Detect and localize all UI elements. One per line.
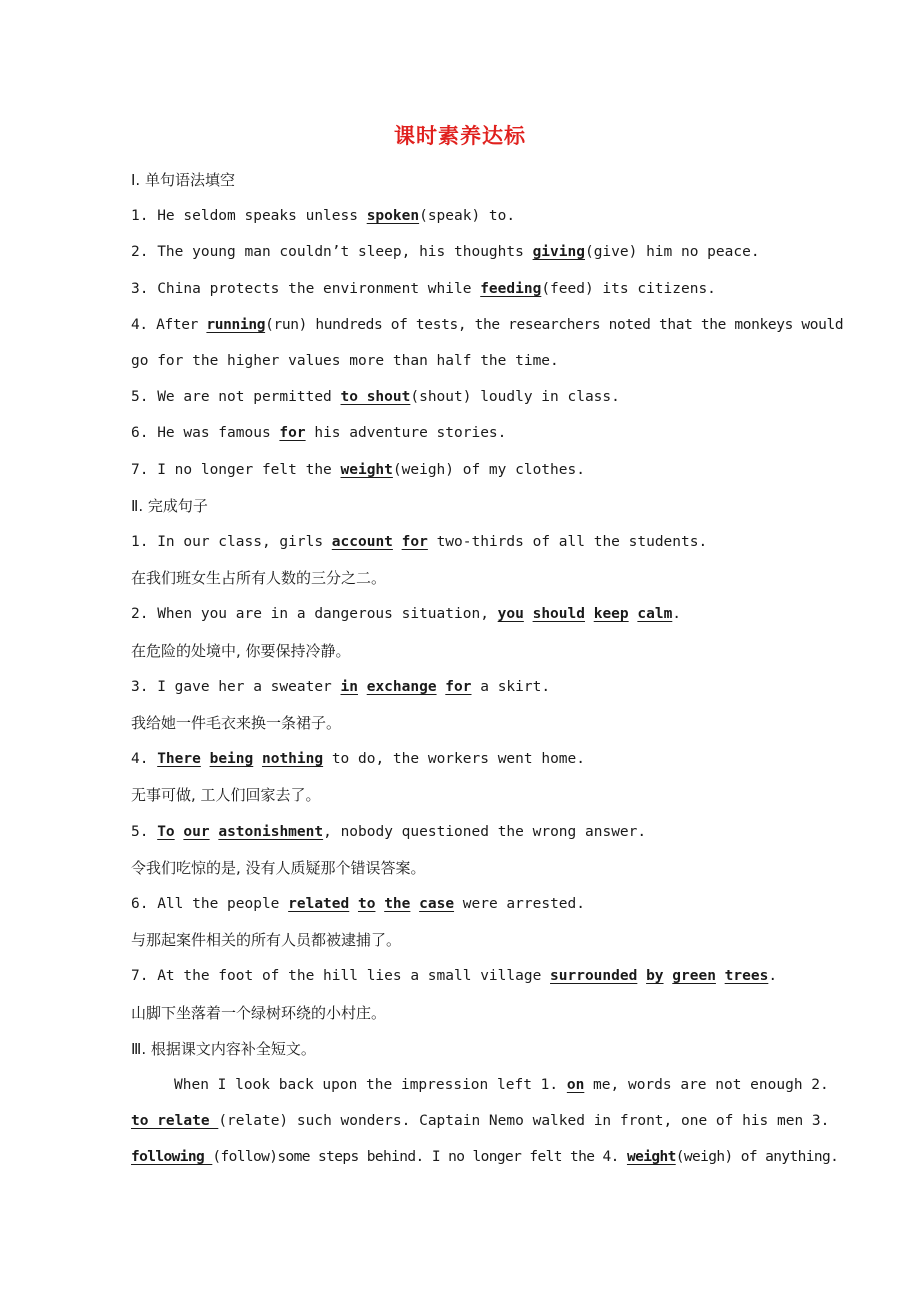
item-text: 7. I no longer felt the (131, 461, 341, 478)
sentence-answer: keep (593, 606, 629, 623)
sentence-text: 7. At the foot of the hill lies a small village (131, 968, 551, 985)
section-2-heading: Ⅱ. 完成句子 (131, 496, 208, 515)
sentence-text (358, 679, 367, 695)
sentence-text (585, 606, 594, 622)
sentence-answer: account (331, 534, 393, 550)
section-1-heading: Ⅰ. 单句语法填空 (131, 171, 235, 189)
item-answer: spoken (366, 208, 420, 225)
sentence-text (664, 968, 673, 984)
item-text: (feed) its citizens. (541, 280, 716, 297)
fill-blank-item (131, 240, 791, 264)
sentence-text: . (768, 968, 778, 985)
item-text: (weigh) of my clothes. (392, 461, 585, 478)
item-text: (speak) to. (419, 208, 516, 225)
sentence-answer: in (340, 678, 358, 695)
passage-text: me, words are not enough 2. (584, 1077, 829, 1093)
complete-sentence-item (131, 820, 791, 844)
sentence-text (349, 896, 358, 912)
sentence-answer: green (672, 968, 716, 985)
sentence-text (410, 896, 419, 912)
item-answer: to shout (340, 389, 411, 406)
sentence-text: . (672, 606, 682, 623)
sentence-text: 1. In our class, girls (131, 534, 332, 550)
sentence-text (524, 606, 533, 622)
sentence-text (437, 679, 446, 695)
item-answer: running (206, 316, 266, 333)
sentence-answer: by (646, 968, 664, 985)
chinese-translation: 与那起案件相关的所有人员都被逮捕了。 (131, 931, 402, 950)
passage-line (174, 1073, 829, 1097)
sentence-answer: surrounded (550, 968, 638, 985)
sentence-answer: related (288, 896, 350, 912)
sentence-text: 5. (131, 823, 158, 840)
chinese-translation: 我给她一件毛衣来换一条裙子。 (131, 714, 342, 732)
chinese-translation: 山脚下坐落着一个绿树环绕的小村庄。 (131, 1003, 387, 1022)
sentence-text (637, 968, 646, 984)
item-text: 6. He was famous (131, 425, 280, 442)
sentence-text: , nobody questioned the wrong answer. (323, 823, 647, 840)
sentence-answer: being (209, 751, 254, 768)
sentence-answer: to (357, 896, 376, 912)
sentence-answer: you (497, 606, 524, 623)
sentence-text: 4. (131, 751, 158, 768)
passage-answer: following (131, 1149, 213, 1166)
complete-sentence-item (131, 602, 791, 626)
item-text: his adventure stories. (305, 425, 507, 442)
sentence-answer: exchange (366, 678, 437, 695)
passage-line (131, 1109, 830, 1133)
complete-sentence-item (131, 892, 791, 916)
page-title: 课时素养达标 (394, 124, 526, 148)
complete-sentence-item (131, 530, 791, 554)
sentence-text (375, 896, 384, 912)
sentence-answer: our (183, 823, 210, 840)
fill-blank-item-continued: go for the higher values more than half the time. (131, 353, 559, 369)
item-answer: weight (340, 461, 393, 478)
passage-text: When I look back upon the impression left 1. (174, 1077, 567, 1093)
complete-sentence-item (131, 964, 791, 988)
sentence-text (253, 751, 262, 767)
passage-line (131, 1145, 839, 1169)
passage-answer: on (566, 1077, 585, 1093)
sentence-text: two-thirds of all the students. (427, 534, 708, 550)
item-text: (give) him no peace. (584, 244, 760, 261)
sentence-text: 6. All the people (131, 896, 289, 912)
fill-blank-item (131, 277, 791, 301)
sentence-answer: should (532, 606, 585, 623)
sentence-answer: There (157, 751, 201, 768)
chinese-translation: 令我们吃惊的是, 没有人质疑那个错误答案。 (131, 858, 426, 877)
passage-text: (relate) such wonders. Captain Nemo walked in front, one of his men 3. (218, 1113, 830, 1130)
sentence-answer: trees (724, 968, 769, 985)
sentence-text: to do, the workers went home. (323, 751, 585, 768)
chinese-translation: 在危险的处境中, 你要保持冷静。 (131, 641, 351, 660)
fill-blank-item (131, 421, 791, 445)
fill-blank-item (131, 204, 791, 228)
sentence-text: 2. When you are in a dangerous situation, (131, 606, 498, 623)
complete-sentence-item (131, 675, 791, 699)
section-3-heading: Ⅲ. 根据课文内容补全短文。 (131, 1039, 316, 1058)
item-text: 3. China protects the environment while (131, 280, 481, 297)
item-text: (shout) loudly in class. (410, 389, 620, 406)
passage-answer: to relate (131, 1113, 219, 1130)
complete-sentence-item (131, 747, 791, 771)
sentence-text: a skirt. (471, 678, 551, 695)
sentence-text: 3. I gave her a sweater (131, 678, 341, 695)
sentence-answer: the (384, 896, 411, 912)
chinese-translation: 在我们班女生占所有人数的三分之二。 (131, 569, 387, 588)
sentence-answer: nothing (261, 751, 324, 768)
item-answer: giving (532, 244, 585, 261)
passage-answer: weight (626, 1149, 676, 1166)
item-text: 2. The young man couldn’t sleep, his thoughts (131, 244, 533, 261)
passage-text: (weigh) of anything. (675, 1149, 839, 1166)
fill-blank-item (131, 458, 791, 482)
passage-text: (follow)some steps behind. I no longer felt the 4. (212, 1149, 627, 1166)
sentence-text (716, 968, 725, 984)
sentence-answer: case (419, 896, 455, 912)
item-answer: for (279, 425, 306, 442)
item-text: 5. We are not permitted (131, 389, 341, 406)
sentence-answer: astonishment (218, 823, 324, 840)
chinese-translation: 无事可做, 工人们回家去了。 (131, 786, 321, 805)
sentence-answer: calm (637, 606, 673, 623)
item-text: 4. After (131, 316, 207, 333)
sentence-answer: for (401, 534, 428, 550)
item-text: 1. He seldom speaks unless (131, 208, 367, 225)
sentence-answer: for (445, 678, 472, 695)
sentence-answer: To (157, 823, 175, 840)
sentence-text: were arrested. (454, 896, 585, 912)
fill-blank-item (131, 385, 791, 409)
sentence-text (393, 534, 402, 550)
item-text: (run) hundreds of tests, the researchers noted that the monkeys would (265, 316, 844, 333)
sentence-text (201, 751, 210, 767)
fill-blank-item (131, 313, 844, 337)
item-answer: feeding (480, 280, 542, 297)
